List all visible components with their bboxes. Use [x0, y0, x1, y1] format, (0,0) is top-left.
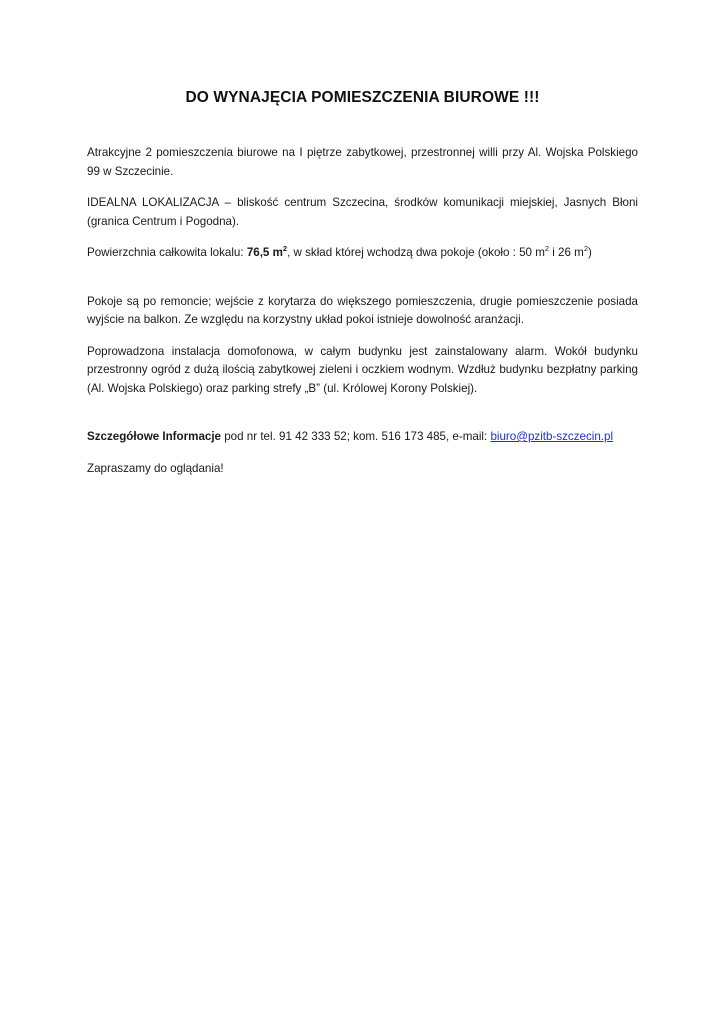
room2-sup: 2	[583, 244, 588, 254]
paragraph-invitation: Zapraszamy do oglądania!	[87, 461, 224, 475]
paragraph-area	[87, 244, 638, 263]
area-and: i 26 m	[549, 246, 584, 259]
room1-sup: 2	[544, 244, 550, 254]
contact-text: pod nr tel. 91 42 333 52; kom. 516 173 485, e-mail:	[221, 430, 491, 443]
paragraph-offer: Atrakcyjne 2 pomieszczenia biurowe na I piętrze zabytkowej, przestronnej willi przy Al. Wojska Polskiego 99 w Szczecinie.	[87, 146, 638, 178]
area-lead: Powierzchnia całkowita lokalu:	[87, 246, 247, 259]
paragraph-contact	[87, 428, 638, 447]
contact-label: Szczegółowe Informacje	[87, 430, 222, 443]
area-sup: 2	[282, 244, 288, 254]
email-link[interactable]: biuro@pzitb-szczecin.pl	[490, 430, 614, 443]
paragraph-amenities: Poprowadzona instalacja domofonowa, w całym budynku jest zainstalowany alarm. Wokół budynku przestronny ogród z dużą ilością zabytkowej zieleni i oczkiem wodnym. Wzdłuż budynku bezpłatny parking (Al. Wojska Polskiego) oraz parking strefy „B” (ul. Królowej Korony Polskiej).	[87, 344, 638, 395]
area-value: 76,5 m	[246, 246, 283, 259]
paragraph-rooms: Pokoje są po remoncie; wejście z korytarza do większego pomieszczenia, drugie pomieszczenie posiada wyjście na balkon. Ze względu na korzystny układ pokoi istnieje dowolność aranżacji.	[87, 294, 638, 326]
document-title: DO WYNAJĘCIA POMIESZCZENIA BIUROWE !!!	[185, 89, 540, 106]
area-end: )	[588, 246, 592, 259]
paragraph-location: IDEALNA LOKALIZACJA – bliskość centrum Szczecina, środków komunikacji miejskiej, Jasnych Błoni (granica Centrum i Pogodna).	[87, 196, 638, 228]
area-mid: , w skład której wchodzą dwa pokoje (około : 50 m	[287, 246, 545, 259]
